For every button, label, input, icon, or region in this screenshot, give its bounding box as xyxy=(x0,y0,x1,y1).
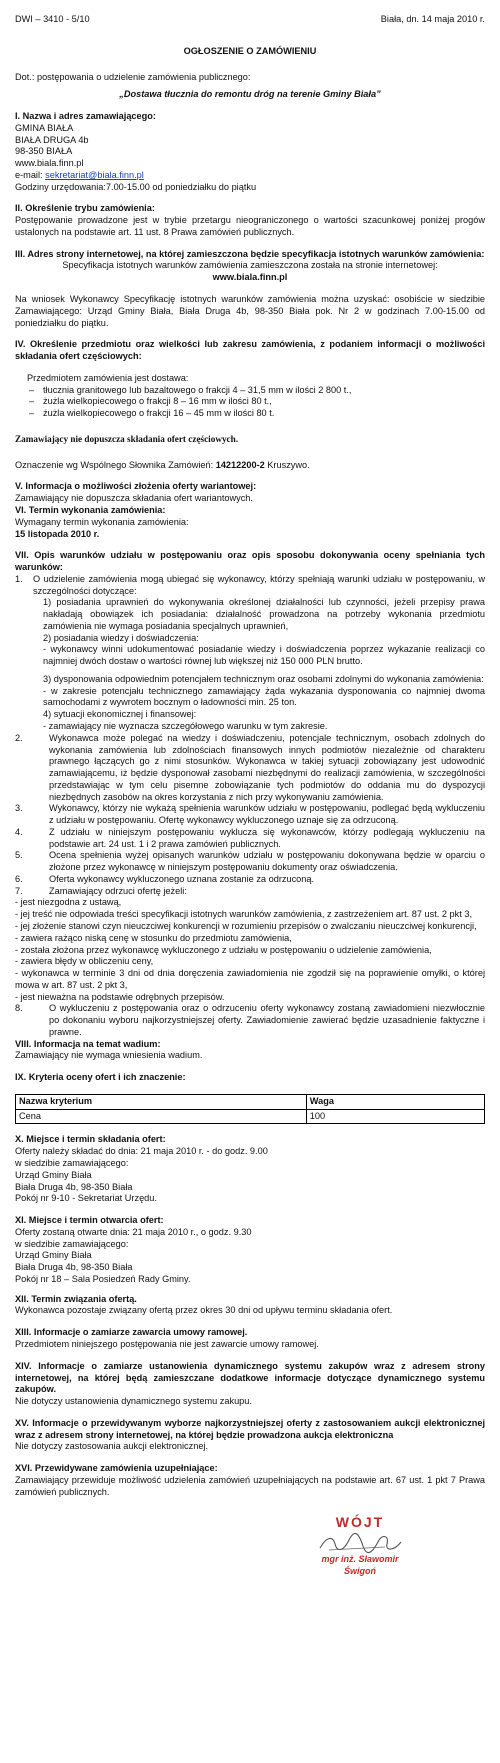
section-supplementary xyxy=(15,1463,485,1498)
section-line: w siedzibie zamawiającego: xyxy=(15,1238,129,1249)
section-contracting-authority xyxy=(15,111,485,193)
section-dynamic-system xyxy=(15,1361,485,1408)
item-number: 5. xyxy=(15,850,23,861)
item-text: Wykonawcy, którzy nie wykażą spełnienia warunków udziału w postępowaniu, podlegać będą wykluczeniu z udziału w postępowaniu. Ofertę wykonawcy wykluczonego uznaje się za odrzuconą. xyxy=(49,803,485,826)
rejection-reason: - została złożona przez wykonawcę wykluczonego z udziału w postępowaniu o udzielenie zamówienia, xyxy=(15,944,432,955)
section-heading: XII. Termin związania ofertą. xyxy=(15,1293,137,1304)
website-url: www.biala.finn.pl xyxy=(212,272,288,283)
section-text: Wykonawca pozostaje związany ofertą przez okres 30 dni od upływu terminu składania ofert. xyxy=(15,1305,393,1316)
rejection-reason: - jest niezgodna z ustawą, xyxy=(15,897,122,908)
section-deadline xyxy=(15,505,485,540)
contract-subject: „Dostawa tłucznia do remontu dróg na terenie Gminy Biała” xyxy=(119,89,381,100)
item-text: Zamawiający odrzuci ofertę jeżeli: xyxy=(49,885,187,896)
list-item: – tłucznia granitowego lub bazaltowego o frakcji 4 – 31,5 mm w ilości 2 800 t., xyxy=(29,385,485,397)
section-line: Biała Druga 4b, 98-350 Biała xyxy=(15,1262,133,1273)
section-text: Zamawiający nie dopuszcza składania ofert wariantowych. xyxy=(15,493,253,504)
email-label: e-mail: xyxy=(15,169,46,180)
list-item: – żużla wielkopiecowego o frakcji 8 – 16 mm w ilości 80 t., xyxy=(29,396,485,408)
document xyxy=(15,0,485,1576)
section-heading: XIII. Informacje o zamiarze zawarcia umowy ramowej. xyxy=(15,1327,248,1338)
table-header-cell: Waga xyxy=(306,1094,484,1109)
table-cell: Cena xyxy=(16,1109,307,1124)
sub-item: 4) sytuacji ekonomicznej i finansowej: xyxy=(43,709,197,720)
stamp-title: WÓJT xyxy=(335,1514,385,1531)
cpv-line xyxy=(15,460,485,472)
section-line: w siedzibie zamawiającego: xyxy=(15,1158,129,1169)
section-opening xyxy=(15,1215,485,1286)
conditions-list xyxy=(15,574,485,898)
mayor-stamp xyxy=(305,1514,415,1577)
section-procedure-type xyxy=(15,203,485,238)
place-date: Biała, dn. 14 maja 2010 r. xyxy=(380,14,485,24)
section-binding-period xyxy=(15,1294,485,1318)
table-header-cell: Nazwa kryterium xyxy=(16,1094,307,1109)
table-cell: 100 xyxy=(306,1109,484,1124)
section-heading: XV. Informacje o przewidywanym wyborze najkorzystniejszej oferty z zastosowaniem aukcji elektronicznej wraz z adresem strony internetowej, na której będzie prowadzona aukcja elektroniczna xyxy=(15,1417,485,1440)
section-line: Oferty zostaną otwarte dnia: 21 maja 2010 r., o godz. 9.30 xyxy=(15,1226,252,1237)
rejection-reason: - jej złożenie stanowi czyn nieuczciwej konkurencji w rozumieniu przepisów o zwalczaniu nieuczciwej konkurencji, xyxy=(15,921,477,931)
section-text: Zamawiający nie wymaga wniesienia wadium. xyxy=(15,1050,203,1061)
office-hours: Godziny urzędowania:7.00-15.00 od poniedziałku do piątku xyxy=(15,181,257,192)
rejection-reason: - jej treść nie odpowiada treści specyfikacji istotnych warunków zamówienia, z zastrzeżeniem art. 87 ust. 2 pkt 3, xyxy=(15,909,473,920)
section-heading: I. Nazwa i adres zamawiającego: xyxy=(15,111,156,122)
rejection-reason: - jest nieważna na podstawie odrębnych przepisów. xyxy=(15,991,225,1002)
cpv-code: 14212200-2 xyxy=(215,459,265,470)
section-text: Wymagany termin wykonania zamówienia: xyxy=(15,516,189,527)
document-header xyxy=(15,14,485,26)
list-item: – żużla wielkopiecowego o frakcji 16 – 45 mm w ilości 80 t. xyxy=(29,408,485,420)
section-text: Nie dotyczy ustanowienia dynamicznego systemu zakupu. xyxy=(15,1396,252,1407)
section-heading: II. Określenie trybu zamówienia: xyxy=(15,203,155,214)
subject-list xyxy=(15,385,485,420)
condition-item xyxy=(15,803,485,827)
section-heading: VI. Termin wykonania zamówienia: xyxy=(15,504,166,515)
section-line: Oferty należy składać do dnia: 21 maja 2010 r. - do godz. 9.00 xyxy=(15,1146,268,1157)
section-line: Biała Druga 4b, 98-350 Biała xyxy=(15,1181,133,1192)
conditions-list-continued xyxy=(15,1003,485,1038)
item-text: O udzielenie zamówienia mogą ubiegać się wykonawcy, którzy spełniają warunki udziału w postępowaniu, w szczególności dotyczące: xyxy=(33,573,485,596)
condition-item xyxy=(15,850,485,874)
table-row xyxy=(16,1109,485,1124)
section-framework xyxy=(15,1327,485,1351)
rejection-reasons xyxy=(15,897,485,1003)
section-submission xyxy=(15,1134,485,1205)
section-subject xyxy=(15,339,485,471)
subject-intro: Przedmiotem zamówienia jest dostawa: xyxy=(27,372,189,383)
reference-number: DWI – 3410 - 5/10 xyxy=(15,14,90,24)
item-number: 1. xyxy=(15,573,23,584)
section-line: Pokój nr 9-10 - Sekretariat Urzędu. xyxy=(15,1193,157,1204)
partial-offers-note: Zamawiający nie dopuszcza składania ofert częściowych. xyxy=(15,433,239,444)
sub-item-detail: - w zakresie potencjału technicznego zamawiający żąda wykazania dysponowania co najmniej dwoma samochodami z wywrotem bocznym o ładowności min. 25 ton. xyxy=(43,685,485,708)
item-text: O wykluczeniu z postępowania oraz o odrzuceniu oferty wykonawcy zostaną zawiadomieni niezwłocznie po dokonaniu wyboru najkorzystniejszej oferty. Zawiadomienie zawierać będzie uzasadnienie faktyczne i prawne. xyxy=(49,1003,485,1037)
item-number: 3. xyxy=(15,803,23,814)
sub-item-detail: - zamawiający nie wyznacza szczegółowego warunku w tym zakresie. xyxy=(43,720,328,731)
section-heading: XVI. Przewidywane zamówienia uzupełniające: xyxy=(15,1463,218,1474)
section-heading: XI. Miejsce i termin otwarcia ofert: xyxy=(15,1215,164,1226)
section-website xyxy=(15,249,485,330)
request-info: Na wniosek Wykonawcy Specyfikację istotnych warunków zamówienia można uzyskać: osobiście w siedzibie Zamawiającego: Urząd Gminy Biała, Biała Druga 4b, 98-350 Biała pok. Nr 2 w godzinach 7.00-15.00 od poniedziałku do piątku. xyxy=(15,294,485,328)
section-text: Specyfikacja istotnych warunków zamówienia zamieszczona została na stronie internetowej: xyxy=(62,260,438,271)
item-text: Ocena spełnienia wyżej opisanych warunków udziału w postępowaniu dokonywana będzie w oparciu o złożone przez wykonawcę w niniejszym postępowaniu dokumenty oraz oświadczenia. xyxy=(49,850,485,873)
section-heading: XIV. Informacje o zamiarze ustanowienia dynamicznego systemu zakupów wraz z adresem strony internetowej, na której będą zamieszczane dodatkowe informacje dotyczące dynamicznego systemu zakupów. xyxy=(15,1360,485,1395)
cpv-name: Kruszywo. xyxy=(264,459,310,470)
item-number: 2. xyxy=(15,732,23,743)
section-e-auction xyxy=(15,1418,485,1453)
section-deposit xyxy=(15,1039,485,1063)
item-number: 6. xyxy=(15,873,23,884)
section-heading: III. Adres strony internetowej, na której zamieszczona będzie specyfikacja istotnych warunków zamówienia: xyxy=(15,248,485,259)
email-line xyxy=(15,170,485,182)
section-text: Postępowanie prowadzone jest w trybie przetargu nieograniczonego o wartości szacunkowej poniżej progów ustalonych na podstawie art. 11 ust. 8 Prawa zamówień publicznych. xyxy=(15,215,485,237)
section-text: Przedmiotem niniejszego postępowania nie jest zawarcie umowy ramowej. xyxy=(15,1338,319,1349)
section-heading: X. Miejsce i termin składania ofert: xyxy=(15,1134,166,1145)
cpv-label: Oznaczenie wg Wspólnego Słownika Zamówień: xyxy=(15,459,216,470)
sub-item: 2) posiadania wiedzy i doświadczenia: xyxy=(43,632,199,643)
table-header-row xyxy=(16,1094,485,1109)
section-heading: V. Informacja o możliwości złożenia oferty wariantowej: xyxy=(15,481,257,492)
item-number: 4. xyxy=(15,826,23,837)
condition-item xyxy=(15,1003,485,1038)
item-number: 8. xyxy=(15,1003,23,1014)
sub-item: 1) posiadania uprawnień do wykonywania określonej działalności lub czynności, jeżeli przepisy prawa nakładają obowiązek ich posiadania: działalność prowadzona na potrzeby wykonania przedmiotu zamówienia nie wymaga posiadania specjalnych uprawnień, xyxy=(43,597,485,631)
signature-block xyxy=(15,1506,485,1576)
signatory-name: mgr inż. Sławomir Świgoń xyxy=(321,1554,399,1576)
rejection-reason: - wykonawca w terminie 3 dni od dnia doręczenia zawiadomienia nie zgodził się na poprawienie omyłki, o której mowa w art. 87 ust. 2 pkt 3, xyxy=(15,968,485,990)
rejection-reason: - zawiera błędy w obliczeniu ceny, xyxy=(15,956,154,967)
section-variant-offers xyxy=(15,481,485,505)
regarding-line: Dot.: postępowania o udzielenie zamówienia publicznego: xyxy=(15,71,251,82)
section-line: Urząd Gminy Biała xyxy=(15,1250,92,1261)
section-heading: VIII. Informacja na temat wadium: xyxy=(15,1038,161,1049)
website-line: www.biala.finn.pl xyxy=(15,158,84,169)
email-link[interactable]: sekretariat@biala.finn.pl xyxy=(45,169,144,180)
address-line: BIAŁA DRUGA 4b xyxy=(15,134,89,145)
section-text: Zamawiający przewiduje możliwość udzielenia zamówień uzupełniających na podstawie art. 67 ust. 1 pkt 7 Prawa zamówień publicznych. xyxy=(15,1474,485,1497)
address-line: 98-350 BIAŁA xyxy=(15,146,73,157)
condition-item xyxy=(15,733,485,804)
condition-item xyxy=(15,874,485,886)
rejection-reason: - zawiera rażąco niską cenę w stosunku do przedmiotu zamówienia, xyxy=(15,932,292,943)
item-text: Oferta wykonawcy wykluczonego uznana zostanie za odrzuconą. xyxy=(49,873,315,884)
condition-item xyxy=(15,827,485,851)
handwritten-signature xyxy=(315,1532,405,1554)
section-heading: IV. Określenie przedmiotu oraz wielkości lub zakresu zamówienia, z podaniem informacji o możliwości składania ofert częściowych: xyxy=(15,339,485,362)
criteria-table xyxy=(15,1094,485,1125)
section-heading: IX. Kryteria oceny ofert i ich znaczenie: xyxy=(15,1072,186,1083)
deadline-date: 15 listopada 2010 r. xyxy=(15,528,100,539)
sub-item-detail: - wykonawcy winni udokumentować posiadanie wiedzy i doświadczenia poprzez wykazanie realizacji co najmniej dwóch dostaw o wartości równej lub większej niż 150 000 PLN brutto. xyxy=(43,644,485,667)
section-heading: VII. Opis warunków udziału w postępowaniu oraz opis sposobu dokonywania oceny spełniania tych warunków: xyxy=(15,550,485,573)
section-conditions xyxy=(15,550,485,1038)
item-text: Wykonawca może polegać na wiedzy i doświadczeniu, potencjale technicznym, osobach zdolnych do wykonania zamówienia lub zdolnościach finansowych innych podmiotów niezależnie od charakteru prawnego łączących go z nimi stosunków. Wykonawca w takiej sytuacji zobowiązany jest udowodnić zamawiającemu, iż będzie dysponował zasobami niezbędnymi do realizacji zamówienia, w szczególności przedstawiając w tym celu pisemne zobowiązanie tych podmiotów do oddania mu do dyspozycji niezbędnych zasobów na okres korzystania z nich przy wykonywaniu zamówienia. xyxy=(49,732,485,802)
address-line: GMINA BIAŁA xyxy=(15,122,74,133)
section-criteria xyxy=(15,1072,485,1124)
condition-item xyxy=(15,886,485,898)
sub-item: 3) dysponowania odpowiednim potencjałem technicznym oraz osobami zdolnymi do wykonania zamówienia: xyxy=(43,673,484,684)
item-text: Z udziału w niniejszym postępowaniu wyklucza się wykonawców, którzy podlegają wykluczeniu na podstawie art. 24 ust. 1 i 2 prawa zamówień publicznych. xyxy=(49,826,485,849)
section-line: Pokój nr 18 – Sala Posiedzeń Rady Gminy. xyxy=(15,1273,191,1284)
section-text: Nie dotyczy zastosowania aukcji elektronicznej. xyxy=(15,1441,209,1452)
section-line: Urząd Gminy Biała xyxy=(15,1169,92,1180)
document-title: OGŁOSZENIE O ZAMÓWIENIU xyxy=(183,45,317,56)
item-number: 7. xyxy=(15,885,23,896)
condition-item xyxy=(15,574,485,733)
